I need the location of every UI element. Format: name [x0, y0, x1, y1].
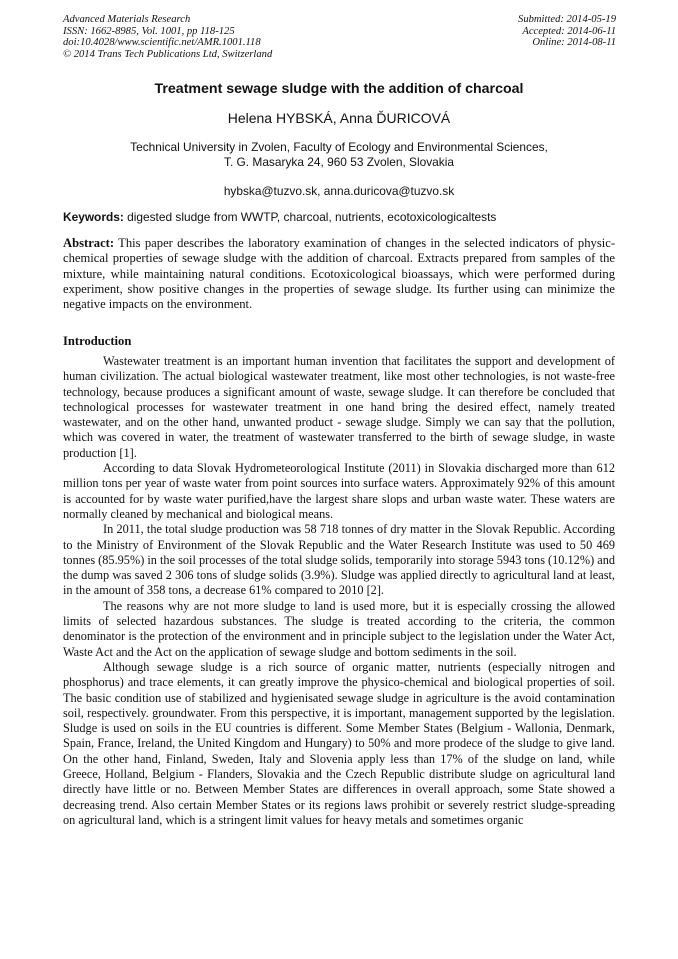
section-heading-introduction: Introduction	[63, 334, 132, 348]
affiliation-line: Technical University in Zvolen, Faculty of Ecology and Environmental Sciences,	[130, 140, 548, 154]
submitted-date: Submitted: 2014-05-19	[518, 14, 616, 25]
publication-dates	[518, 14, 616, 49]
introduction-body	[63, 354, 615, 828]
affiliation	[0, 140, 678, 169]
abstract	[63, 236, 615, 312]
paper-title: Treatment sewage sludge with the addition of charcoal	[154, 81, 524, 97]
online-date: Online: 2014-08-11	[532, 37, 616, 48]
abstract-text: This paper describes the laboratory examination of changes in the selected indicators of physic-chemical properties of sewage sludge with the addition of charcoal. Extracts prepared from samples of the mixture, while maintaining natural conditions. Ecotoxicological bioassays, which were performed during experiment, show positive changes in the properties of sewage sludge. Its further using can minimize the negative impacts on the environment.	[63, 236, 616, 312]
affiliation-line: T. G. Masaryka 24, 960 53 Zvolen, Slovakia	[224, 154, 454, 169]
paragraph: According to data Slovak Hydrometeorological Institute (2011) in Slovakia discharged more than 612 million tons per year of waste water from point sources into surface waters. Approximately 92% of this amount is accounted for by waste water purified,have the largest share slops and urban waste water. These waters are normally cleaned by mechanical and biological means.	[63, 461, 615, 521]
keywords-label: Keywords:	[63, 210, 124, 224]
author-emails: hybska@tuzvo.sk, anna.duricova@tuzvo.sk	[223, 184, 455, 198]
keywords	[63, 210, 623, 224]
paragraph: In 2011, the total sludge production was 58 718 tonnes of dry matter in the Slovak Republic. According to the Ministry of Environment of the Slovak Republic and the Water Research Institute was used to 50 469 tonnes (85.95%) in the soil processes of the total sludge solids, temporarily into storage 5943 tons (10.12%) and the dump was saved 2 306 tons of sludge solids (3.9%). Sludge was applied directly to agricultural land at least, in the amount of 358 tons, a decrease 61% compared to 2010 [2].	[63, 522, 615, 598]
keywords-text: digested sludge from WWTP, charcoal, nutrients, ecotoxicologicaltests	[127, 210, 497, 224]
paper-authors: Helena HYBSKÁ, Anna ĎURICOVÁ	[227, 110, 451, 126]
abstract-label: Abstract:	[63, 236, 115, 250]
copyright: © 2014 Trans Tech Publications Ltd, Switzerland	[63, 48, 273, 60]
accepted-date: Accepted: 2014-06-11	[522, 25, 616, 37]
journal-info	[63, 14, 272, 60]
paragraph: Although sewage sludge is a rich source of organic matter, nutrients (especially nitrogen and phosphorus) and trace elements, it can greatly improve the physico-chemical and biological properties of soil. The basic condition use of stabilized and hygienisated sewage sludge in agriculture is the avoid contamination soil, respectively. groundwater. From this perspective, it is important, management supported by the legislation. Sludge is used on soils in the EU countries is different. Some Member States (Belgium - Wallonia, Denmark, Spain, France, Ireland, the United Kingdom and Hungary) to 50% and more prodece of the sludge to give land. On the other hand, Finland, Sweden, Italy and Slovenia apply less than 17% of the sludge on land, while Greece, Holland, Belgium - Flanders, Slovakia and the Czech Republic distribute sludge on agricultural land directly have little or no. Between Member States are differences in overall approach, some State showed a decreasing trend. Also certain Member States or its regions laws prohibit or severely restrict sludge-spreading on agricultural land, which is a stringent limit values for heavy metals and sometimes organic	[63, 659, 615, 827]
paragraph: The reasons why are not more sludge to land is used more, but it is especially crossing the allowed limits of selected hazardous substances. The sludge is treated according to the criteria, the common denominator is the protection of the environment and in principle subject to the legislation under the Water Act, Waste Act and the Act on the application of sewage sludge and bottom sediments in the soil.	[63, 598, 615, 659]
issn: ISSN: 1662-8985, Vol. 1001, pp 118-125	[63, 25, 235, 37]
doi: doi:10.4028/www.scientific.net/AMR.1001.118	[63, 37, 261, 48]
paragraph: Wastewater treatment is an important human invention that facilitates the support and development of human civilization. The actual biological wastewater treatment, like most other technologies, is not waste-free technology, because produces a significant amount of waste, sewage sludge. It can therefore be concluded that technological processes for wastewater treatment in one hand bring the desired effect, namely treated wastewater, and on the other hand, unwanted product - sewage sludge. Simply we can say that the pollution, which was covered in water, the treatment of wastewater transferred to the birth of sewage sludge, in waste production [1].	[63, 354, 615, 460]
journal-name: Advanced Materials Research	[63, 14, 191, 25]
